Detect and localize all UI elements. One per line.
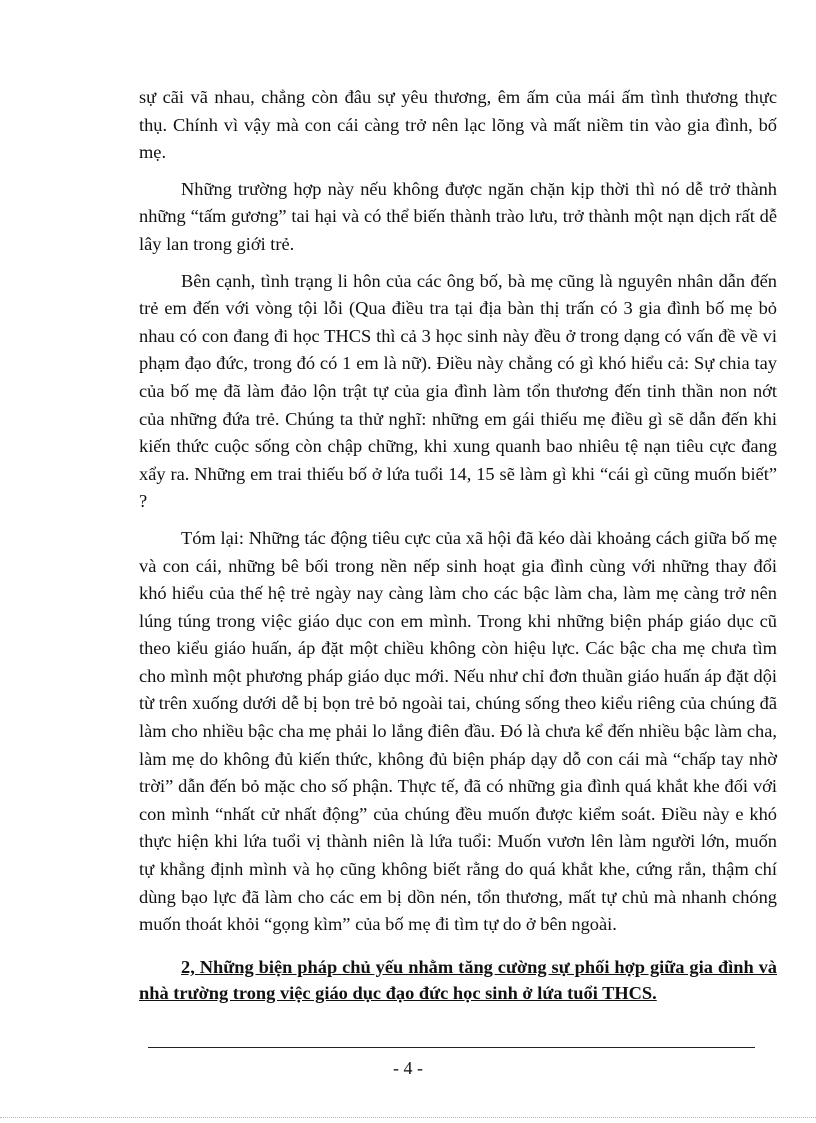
footer-divider [148, 1047, 755, 1048]
body-paragraph-2: Những trường hợp này nếu không được ngăn chặn kịp thời thì nó dễ trở thành những “tấm gương” tai hại và có thể biến thành trào lưu, trở thành một nạn dịch rất dễ lây lan trong giới trẻ. [139, 178, 777, 254]
body-paragraph-1: sự cãi vã nhau, chẳng còn đâu sự yêu thương, êm ấm của mái ấm tình thương thực thụ. Chính vì vậy mà con cái càng trở nên lạc lõng và mất niềm tin vào gia đình, bố mẹ. [139, 87, 777, 163]
body-paragraph-3: Bên cạnh, tình trạng li hôn của các ông bố, bà mẹ cũng là nguyên nhân dẫn đến trẻ em đến với vòng tội lỗi (Qua điều tra tại địa bàn thị trấn có 3 gia đình bố mẹ bỏ nhau có con đang đi học THCS thì cả 3 học sinh này đều ở trong dạng có vấn đề về vi phạm đạo đức, trong đó có 1 em là nữ). Điều này chẳng có gì khó hiểu cả: Sự chia tay của bố mẹ đã làm đảo lộn trật tự của gia đình làm tổn thương đến tinh thần non nớt của những đứa trẻ. Chúng ta thử nghĩ: những em gái thiếu mẹ điều gì sẽ dẫn đến khi kiến thức cuộc sống còn chập chững, khi xung quanh bao nhiêu tệ nạn tiêu cực đang xẩy ra. Những em trai thiếu bố ở lứa tuổi 14, 15 sẽ làm gì khi “cái gì cũng muốn biết” ? [139, 270, 777, 512]
body-paragraph-4: Tóm lại: Những tác động tiêu cực của xã hội đã kéo dài khoảng cách giữa bố mẹ và con cái, những bê bối trong nền nếp sinh hoạt gia đình cùng với những thay đổi khó hiểu của thế hệ trẻ ngày nay càng làm cho các bậc làm cha, làm mẹ càng trở nên lúng túng trong việc giáo dục con em mình. Trong khi những biện pháp giáo dục cũ theo kiểu giáo huấn, áp đặt một chiều không còn hiệu lực. Các bậc cha mẹ chưa tìm cho mình một phương pháp giáo dục mới. Nếu như chỉ đơn thuần giáo huấn áp đặt dội từ trên xuống dưới dễ bị bọn trẻ bỏ ngoài tai, chúng sống theo kiểu riêng của chúng đã làm cho nhiều bậc cha mẹ phải lo lắng điên đầu. Đó là chưa kể đến nhiều bậc làm cha, làm mẹ do không đủ kiến thức, không đủ biện pháp dạy dỗ con cái mà “chấp tay nhờ trời” dẫn đến bỏ mặc cho số phận. Thực tế, đã có những gia đình quá khắt khe đối với con mình “nhất cử nhất động” của chúng đều muốn được kiểm soát. Điều này e khó thực hiện khi lứa tuổi vị thành niên là lứa tuổi: Muốn vươn lên làm người lớn, muốn tự khẳng định mình và họ cũng không biết rằng do quá khắt khe, cứng rắn, thậm chí dùng bạo lực đã làm cho các em bị dồn nén, tổn thương, mất tự chủ mà nhanh chóng muốn thoát khỏi “gọng kìm” của bố mẹ đi tìm tự do ở bên ngoài. [139, 527, 777, 935]
page-number: - 4 - [393, 1058, 423, 1078]
page-body [139, 84, 777, 1006]
section-heading: 2, Những biện pháp chủ yếu nhằm tăng cường sự phối hợp giữa gia đình và nhà trường trong việc giáo dục đạo đức học sinh ở lứa tuổi THCS. [139, 956, 777, 1003]
page-bottom-edge [0, 1117, 816, 1118]
